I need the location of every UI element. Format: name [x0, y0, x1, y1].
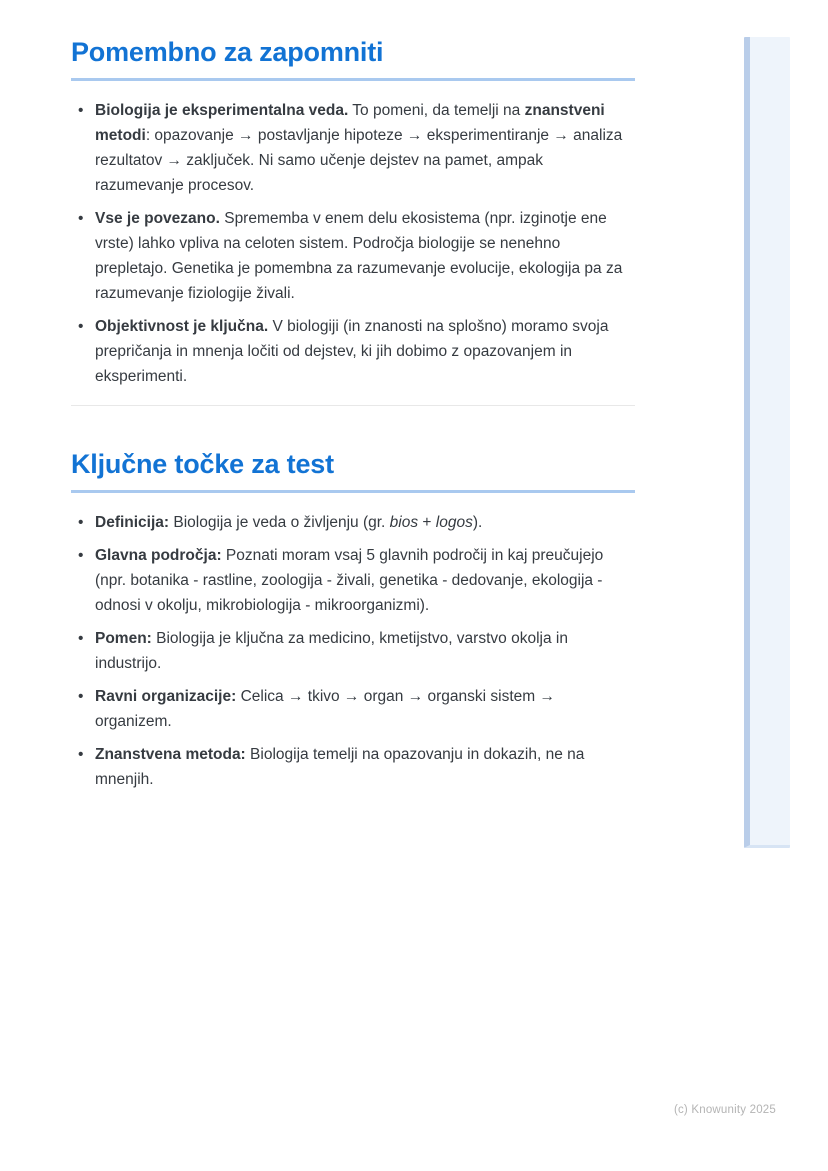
bold-text: Znanstvena metoda: — [95, 746, 246, 763]
bold-text: Vse je povezano. — [95, 210, 220, 227]
section-1 — [71, 36, 635, 389]
text-run: To pomeni, da temelji na — [348, 102, 525, 119]
text-run: Poznati moram vsaj 5 glavnih področij in kaj preučujejo (npr. botanika - rastline, zoologija - živali, genetika - dedovanje, ekologija - odnosi v okolju, mikrobiologija - mikroorganizmi). — [95, 547, 604, 614]
text-run: Biologija je veda o življenju (gr. — [169, 514, 390, 531]
text-run: : opazovanje → postavljanje hipoteze → eksperimentiranje → analiza rezultatov → zaključek. Ni samo učenje dejstev na pamet, ampak razumevanje procesov. — [95, 127, 623, 194]
section-title: Pomembno za zapomniti — [71, 36, 635, 81]
italic-text: bios — [389, 514, 419, 531]
bold-text: Glavna področja: — [95, 547, 222, 564]
list-item — [71, 206, 635, 306]
bold-text: Biologija je eksperimentalna veda. — [95, 102, 349, 119]
bullet-list — [71, 98, 635, 389]
sections — [71, 36, 635, 792]
text-run: Sprememba v enem delu ekosistema (npr. izginotje ene vrste) lahko vpliva na celoten sistem. Področja biologije se nenehno prepletajo. Genetika je pomembna za razumevanje evolucije, ekologija pa za razumevanje fiziologije živali. — [95, 210, 623, 302]
text-run: V biologiji (in znanosti na splošno) moramo svoja prepričanja in mnenja ločiti od dejstev, ki jih dobimo z opazovanjem in eksperimenti. — [95, 318, 609, 385]
text-run: + — [418, 514, 436, 531]
bold-text: Definicija: — [95, 514, 170, 531]
bold-text: Ravni organizacije: — [95, 688, 237, 705]
section-divider — [71, 405, 635, 406]
bold-text: Objektivnost je ključna. — [95, 318, 269, 335]
bold-text: znanstveni metodi — [95, 102, 605, 144]
footer-copyright: (c) Knowunity 2025 — [673, 1104, 776, 1116]
text-run: Biologija je ključna za medicino, kmetijstvo, varstvo okolja in industrijo. — [95, 630, 568, 672]
section-title: Ključne točke za test — [71, 448, 635, 493]
italic-text: logos — [435, 514, 473, 531]
text-run: ). — [472, 514, 483, 531]
list-item — [71, 684, 635, 734]
section-2 — [71, 448, 635, 792]
bold-text: Pomen: — [95, 630, 152, 647]
list-item — [71, 98, 635, 198]
list-item — [71, 543, 635, 618]
list-item — [71, 314, 635, 389]
text-run: Celica → tkivo → organ → organski sistem → organizem. — [95, 688, 555, 730]
list-item — [71, 510, 635, 535]
page-edge-panel — [744, 37, 790, 848]
bullet-list — [71, 510, 635, 792]
list-item — [71, 742, 635, 792]
list-item — [71, 626, 635, 676]
text-run: Biologija temelji na opazovanju in dokazih, ne na mnenjih. — [95, 746, 585, 788]
page-content — [71, 0, 635, 800]
